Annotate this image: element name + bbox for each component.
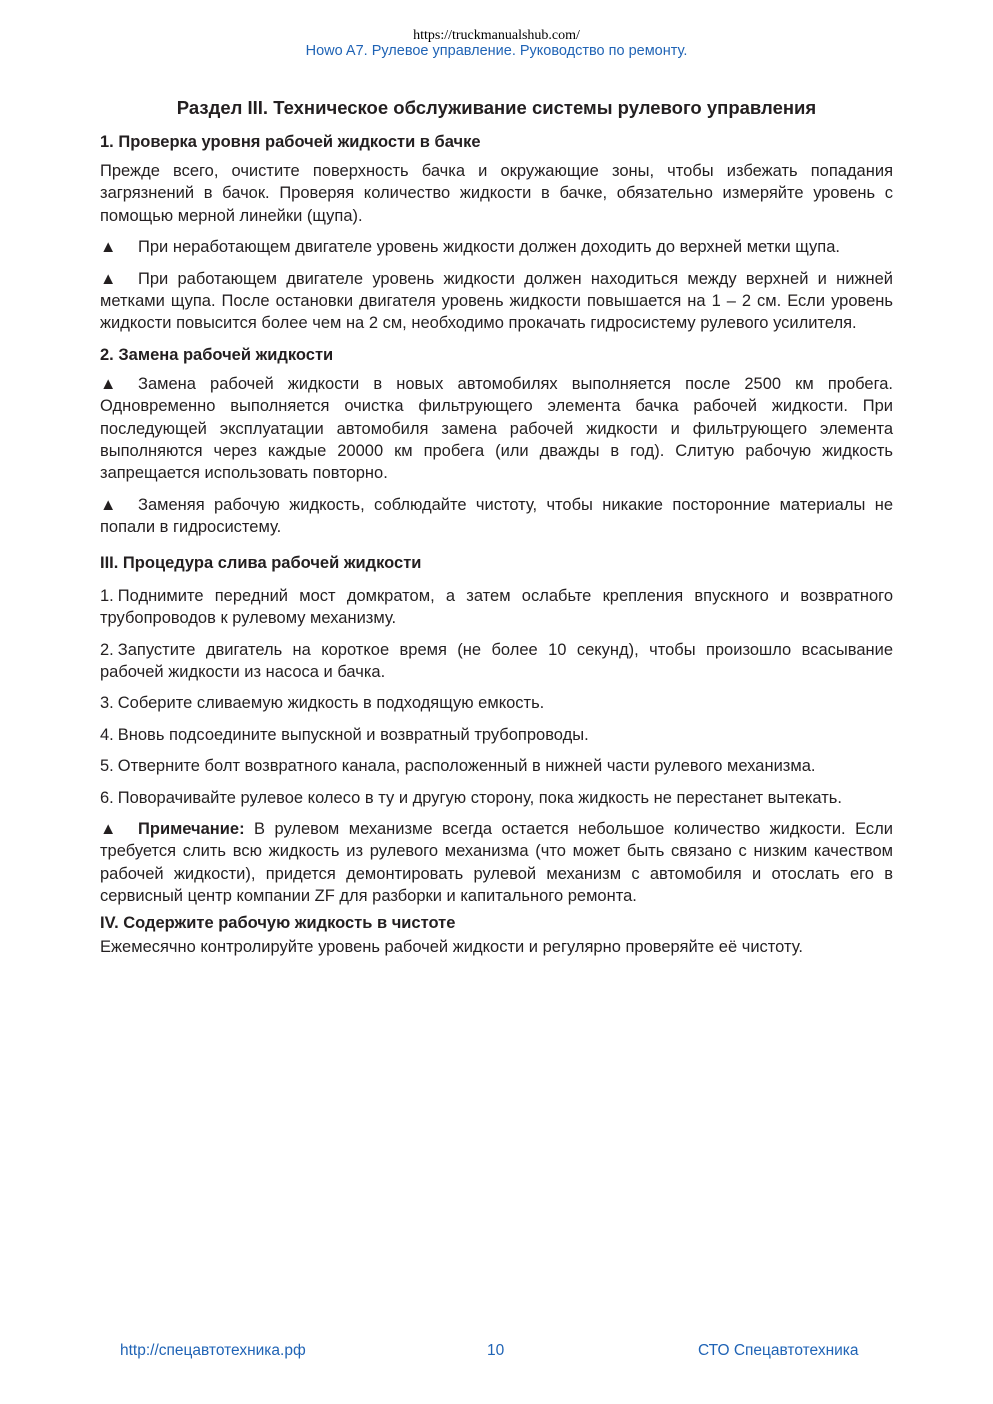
section-title: Раздел III. Техническое обслуживание системы рулевого управления: [176, 97, 817, 118]
subsection-heading-4: IV. Содержите рабочую жидкость в чистоте: [100, 913, 456, 932]
step-text: Запустите двигатель на короткое время (не более 10 секунд), чтобы произошло всасывание рабочей жидкости из насоса и бачка.: [100, 640, 893, 681]
step-number: 2.: [100, 640, 114, 659]
step-text: Поднимите передний мост домкратом, а затем ослабьте крепления впускного и возвратного трубопроводов к рулевому механизму.: [100, 586, 893, 628]
list-item: [100, 755, 893, 777]
step-number: 5.: [100, 757, 114, 776]
paragraph: Прежде всего, очистите поверхность бачка и окружающие зоны, чтобы избежать попадания загрязнений в бачок. Проверяя количество жидкости в бачке, обязательно измеряйте уровень с помощью мерной линейки (щупа).: [100, 162, 893, 225]
step-number: 6.: [100, 788, 114, 807]
warning-triangle-icon: ▲: [100, 269, 117, 288]
step-number: 4.: [100, 725, 114, 744]
page-header: [0, 28, 993, 60]
document-title: Howo A7. Рулевое управление. Руководство по ремонту.: [305, 43, 688, 59]
warning-note: [100, 268, 893, 335]
step-text: Вновь подсоедините выпускной и возвратный трубопроводы.: [117, 725, 589, 744]
footer-company: СТО Спецавтотехника: [698, 1342, 859, 1359]
note-text: Заменяя рабочую жидкость, соблюдайте чистоту, чтобы никакие посторонние материалы не попали в гидросистему.: [100, 495, 893, 537]
step-text: Поворачивайте рулевое колесо в ту и другую сторону, пока жидкость не перестанет вытекать.: [117, 788, 842, 807]
note-text: Замена рабочей жидкости в новых автомобилях выполняется после 2500 км пробега. Одновременно выполняется очистка фильтрующего элемента бачка рабочей жидкости. При последующей эксплуатации автомобиля замена рабочей жидкости и фильтрующего элемента выполняются через каждые 20000 км пробега (или дважды в год). Слитую рабочую жидкость запрещается использовать повторно.: [100, 374, 893, 483]
page-number: 10: [487, 1342, 505, 1359]
page-content: [100, 95, 893, 967]
subsection-heading-2: 2. Замена рабочей жидкости: [100, 345, 334, 364]
warning-note: [100, 494, 893, 539]
warning-note: [100, 236, 893, 258]
warning-note: [100, 818, 893, 908]
paragraph: Ежемесячно контролируйте уровень рабочей жидкости и регулярно проверяйте её чистоту.: [100, 937, 803, 956]
note-text: При неработающем двигателе уровень жидкости должен доходить до верхней метки щупа.: [138, 238, 840, 257]
subsection-heading-1: 1. Проверка уровня рабочей жидкости в бачке: [100, 133, 481, 151]
step-number: 3.: [100, 694, 114, 713]
step-number: 1.: [100, 586, 114, 605]
warning-note: [100, 373, 893, 485]
list-item: [100, 724, 893, 746]
warning-triangle-icon: ▲: [100, 374, 117, 393]
warning-triangle-icon: ▲: [100, 238, 117, 257]
header-url[interactable]: https://truckmanualshub.com/: [413, 28, 580, 43]
footer-link[interactable]: http://спецавтотехника.рф: [120, 1342, 306, 1359]
step-text: Отверните болт возвратного канала, расположенный в нижней части рулевого механизма.: [117, 757, 816, 776]
list-item: [100, 692, 893, 714]
warning-triangle-icon: ▲: [100, 819, 117, 838]
step-text: Соберите сливаемую жидкость в подходящую емкость.: [117, 694, 545, 713]
list-item: [100, 787, 893, 809]
note-text: При работающем двигателе уровень жидкости должен находиться между верхней и нижней метками щупа. После остановки двигателя уровень жидкости повышается на 1 – 2 см. Если уровень жидкости повысится более чем на 2 см, необходимо прокачать гидросистему рулевого усилителя.: [100, 269, 893, 333]
list-item: [100, 639, 893, 684]
note-text: В рулевом механизме всегда остается небольшое количество жидкости. Если требуется слить всю жидкость из рулевого механизма (что может быть связано с низким качеством рабочей жидкости), придется демонтировать рулевой механизм с автомобиля и отослать его в сервисный центр компании ZF для разборки и капитального ремонта.: [100, 819, 893, 906]
list-item: [100, 585, 893, 630]
note-label: Примечание:: [138, 819, 245, 838]
subsection-heading-3: III. Процедура слива рабочей жидкости: [100, 553, 422, 572]
warning-triangle-icon: ▲: [100, 495, 117, 514]
